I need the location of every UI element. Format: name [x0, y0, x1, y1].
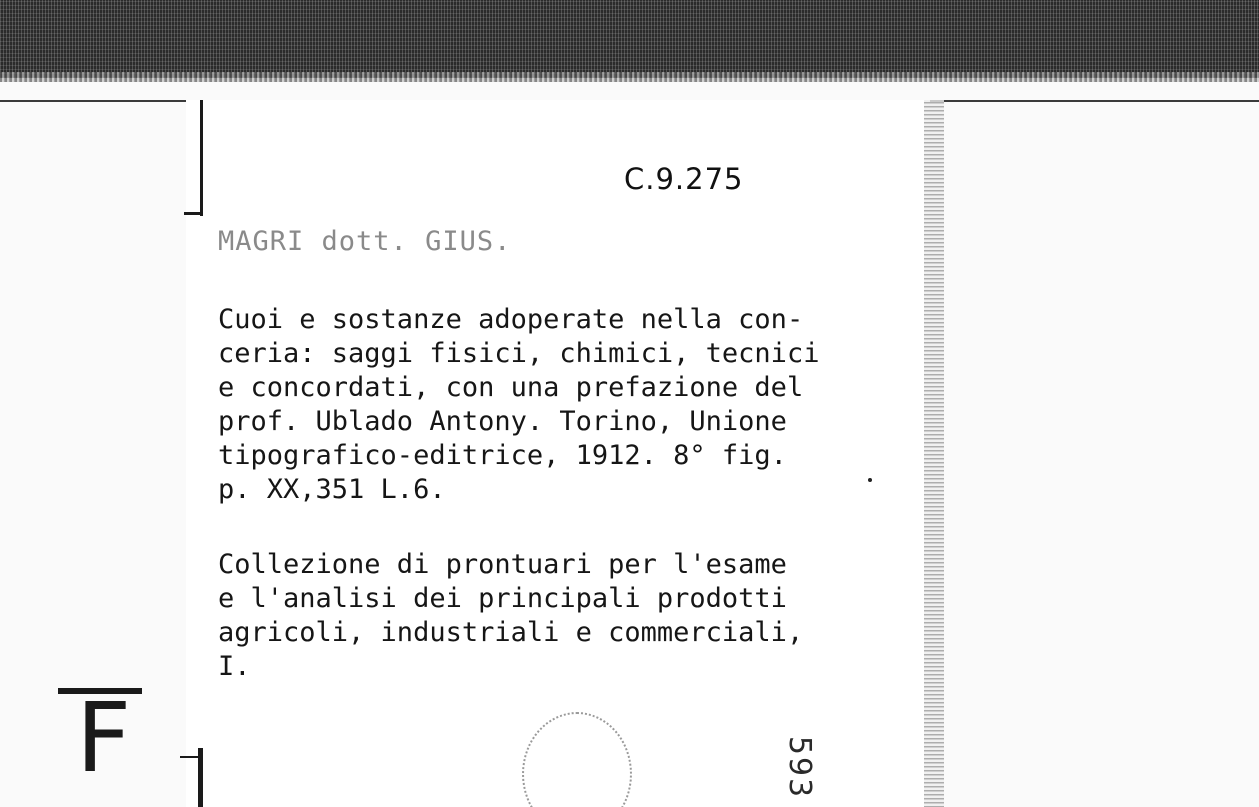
series-note-block — [218, 548, 803, 684]
stray-dot — [868, 478, 872, 482]
description-line: p. XX,351 L.6. — [218, 474, 446, 505]
description-block — [218, 303, 819, 507]
corner-bracket-top-foot — [184, 212, 203, 215]
card-right-edge — [924, 100, 944, 807]
description-line: Cuoi e sostanze adoperate nella con- — [218, 304, 804, 335]
author-heading: MAGRI dott. GIUS. — [218, 226, 512, 257]
description-line: ceria: saggi fisici, chimici, tecnici — [218, 338, 820, 369]
corner-bracket-top — [200, 100, 203, 216]
scanner-noise-band — [0, 0, 1259, 78]
series-line: agricoli, industriali e commerciali, — [218, 617, 804, 648]
corner-bracket-bottom-foot — [180, 756, 200, 758]
series-line: e l'analisi dei principali prodotti — [218, 583, 787, 614]
description-line: tipografico-editrice, 1912. 8° fig. — [218, 440, 787, 471]
description-line: prof. Ublado Antony. Torino, Unione — [218, 406, 787, 437]
margin-letter: F — [76, 682, 132, 794]
card-number: 593 — [782, 735, 818, 800]
shelfmark: C.9.275 — [624, 162, 744, 196]
series-line: Collezione di prontuari per l'esame — [218, 549, 787, 580]
series-line: I. — [218, 651, 251, 682]
scanner-band-edge — [0, 72, 1259, 82]
description-line: e concordati, con una prefazione del — [218, 372, 804, 403]
